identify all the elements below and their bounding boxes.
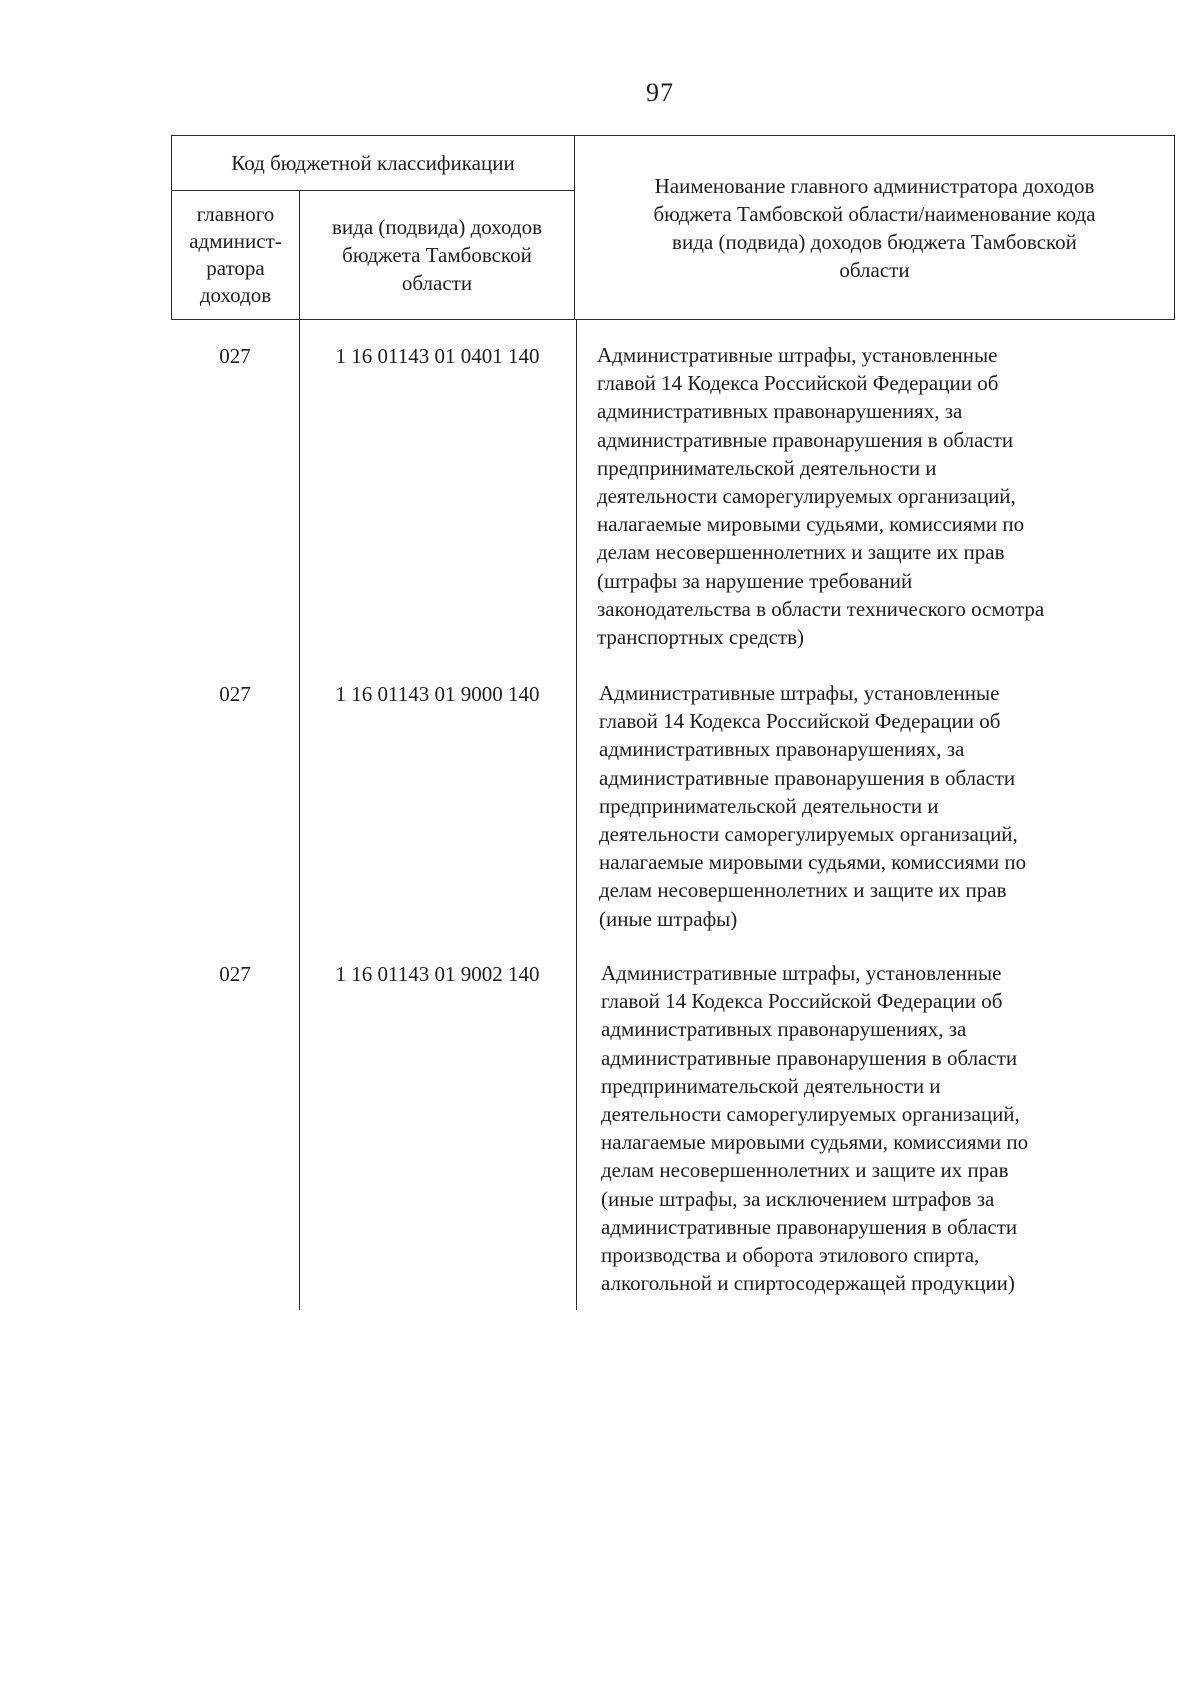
column-divider-1 xyxy=(299,320,300,1310)
table-header xyxy=(171,135,1175,320)
revenue-code: 1 16 01143 01 0401 140 xyxy=(335,344,540,368)
admin-code: 027 xyxy=(219,344,251,368)
page-number: 97 xyxy=(646,78,674,107)
revenue-description: Административные штрафы, установленные главой 14 Кодекса Российской Федерации об административных правонарушениях, за административные правонарушения в области предпринимательской деятельности и деятельности саморегулируемых организаций, налагаемые мировыми судьями, комиссиями по делам несовершеннолетних и защите их прав (штрафы за нарушение требований законодательства в области технического осмотра транспортных средств) xyxy=(597,343,1045,650)
column-divider-2 xyxy=(576,320,577,1310)
revenue-code: 1 16 01143 01 9002 140 xyxy=(335,962,540,986)
header-chief-administrator: главного админист- ратора доходов xyxy=(172,191,300,319)
admin-code: 027 xyxy=(219,682,251,706)
admin-code: 027 xyxy=(219,962,251,986)
revenue-code: 1 16 01143 01 9000 140 xyxy=(335,682,540,706)
header-administrator-name: Наименование главного администратора доходов бюджета Тамбовской области/наименование кода вида (подвида) доходов бюджета Тамбовской области xyxy=(653,173,1096,282)
revenue-description: Административные штрафы, установленные главой 14 Кодекса Российской Федерации об административных правонарушениях, за административные правонарушения в области предпринимательской деятельности и деятельности саморегулируемых организаций, налагаемые мировыми судьями, комиссиями по делам несовершеннолетних и защите их прав (иные штрафы, за исключением штрафов за административные правонарушения в области производства и оборота этилового спирта, алкогольной и спиртосодержащей продукции) xyxy=(601,961,1029,1296)
revenue-description: Административные штрафы, установленные главой 14 Кодекса Российской Федерации об административных правонарушениях, за административные правонарушения в области предпринимательской деятельности и деятельности саморегулируемых организаций, налагаемые мировыми судьями, комиссиями по делам несовершеннолетних и защите их прав (иные штрафы) xyxy=(599,681,1027,931)
header-revenue-type: вида (подвида) доходов бюджета Тамбовской области xyxy=(300,191,575,319)
header-budget-classification-code: Код бюджетной классификации xyxy=(172,136,575,191)
